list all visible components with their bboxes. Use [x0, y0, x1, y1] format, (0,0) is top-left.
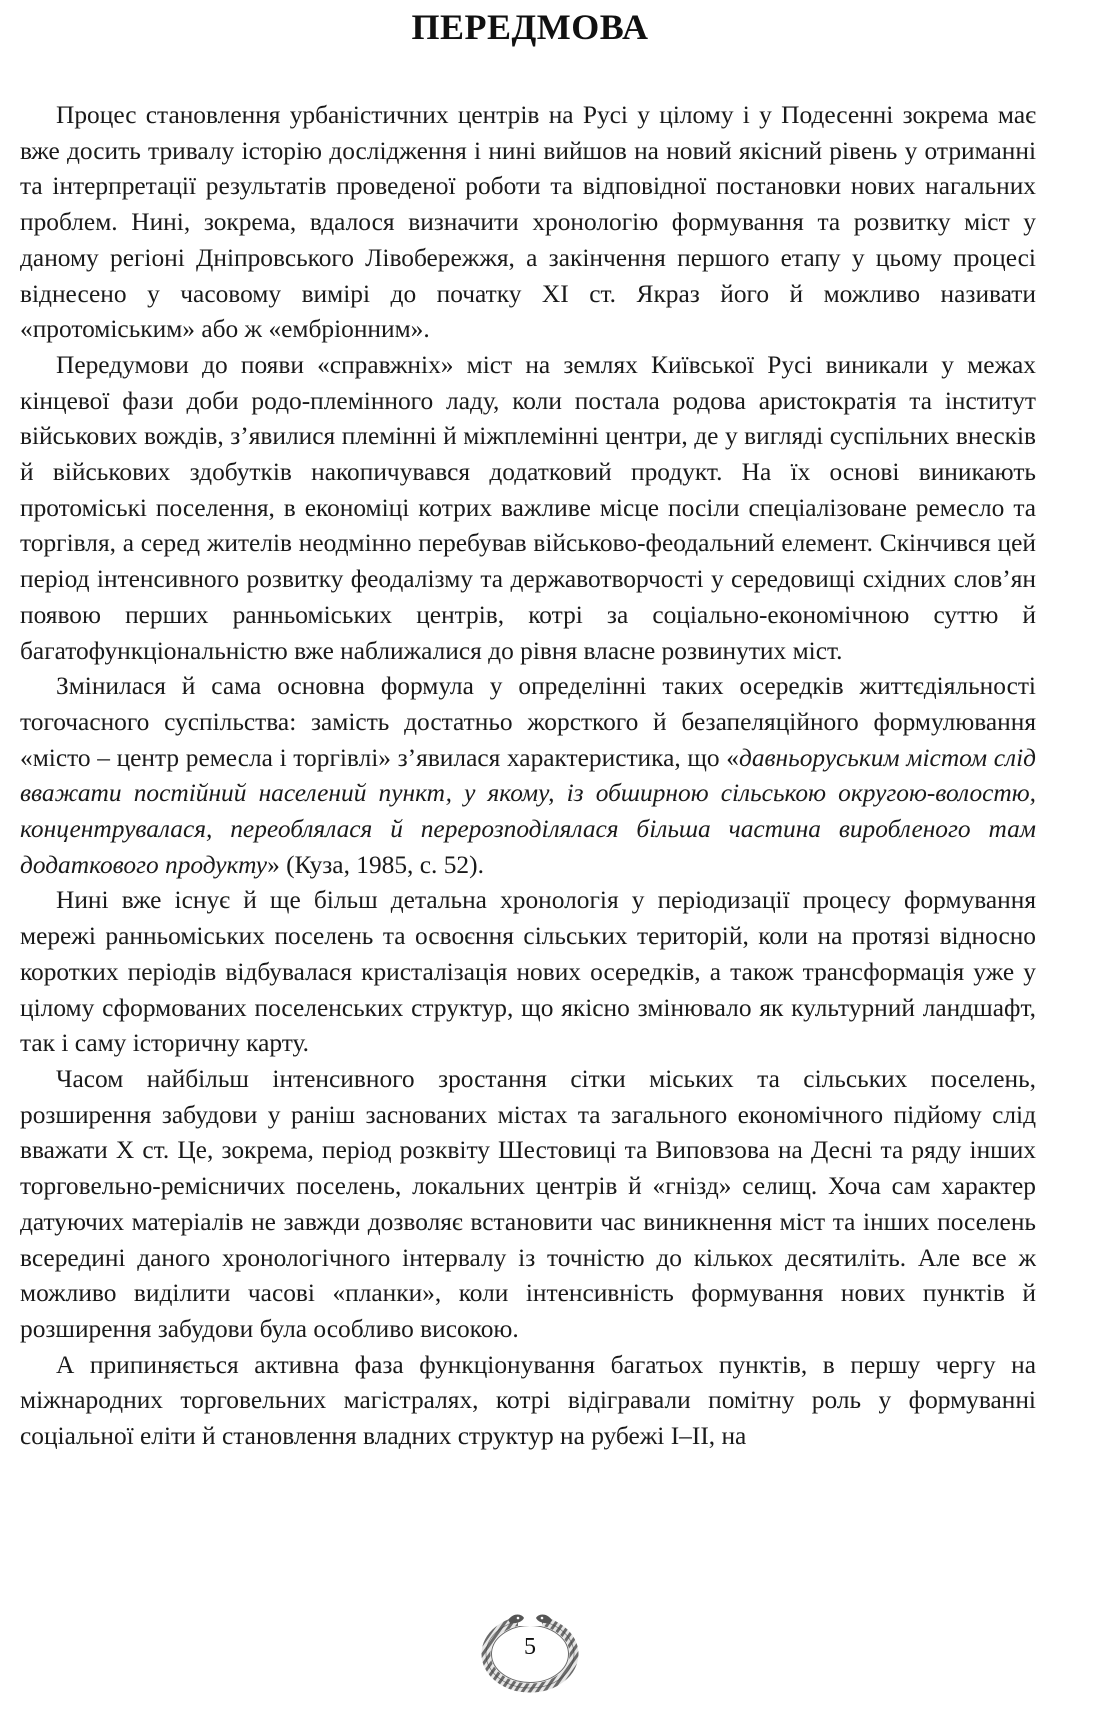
page-number: 5: [524, 1634, 536, 1660]
paragraph-3-quote: давньоруським містом слід вважати постійний населений пункт, у якому, із обширною сільською округою-волостю, концентрувалася, переоблялася й перерозподілялася більша частина виробленого там додаткового продукту: [20, 743, 1036, 879]
paragraph-6: [20, 1348, 1036, 1455]
paragraph-2-text: Передумови до появи «справжніх» міст на землях Київської Русі виникали у межах кінцевої фази доби родо-племінного ладу, коли постала родова аристократія та інститут військових вождів, з’явилися племінні й міжплемінні центри, де у вигляді суспільних внесків й військових здобутків накопичувався додатковий продукт. На їх основі виникають протоміські поселення, в економіці котрих важливе місце посіли спеціалізоване ремесло та торгівля, а серед жителів неодмінно перебував військово-феодальний елемент. Скінчився цей період інтенсивного розвитку феодалізму та державотворчості у середовищі східних слов’ян появою перших ранньоміських центрів, котрі за соціально-економічною суттю й багатофункціональністю вже наближалися до рівня власне розвинутих міст.: [20, 350, 1036, 665]
paragraph-1-text: Процес становлення урбаністичних центрів на Русі у цілому і у Подесенні зокрема має вже досить тривалу історію дослідження і нині вийшов на новий якісний рівень у отриманні та інтерпретації результатів проведеної роботи та відповідної постановки нових нагальних проблем. Нині, зокрема, вдалося визначити хронологію формування та розвитку міст у даному регіоні Дніпровського Лівобережжя, а закінчення першого етапу у цьому процесі віднесено у часовому вимірі до початку XI ст. Якраз його й можливо називати «протоміським» або ж «ембріонним».: [20, 101, 1036, 344]
paragraph-4-text: Нині вже існує й ще більш детальна хронологія у періодизації процесу формування мережі ранньоміських поселень та освоєння сільських територій, коли на протязі відносно коротких періодів відбувалася кристалізація нових осередків, а також трансформація уже у цілому сформованих поселенських структур, що якісно змінювало як культурний ландшафт, так і саму історичну карту.: [20, 886, 1036, 1058]
paragraph-5-text: Часом найбільш інтенсивного зростання сітки міських та сільських поселень, розширення забудови у раніш заснованих містах та загального економічного підйому слід вважати X ст. Це, зокрема, період розквіту Шестовиці та Виповзова на Десні та ряду інших торговельно-ремісничих поселень, локальних центрів й «гнізд» селищ. Хоча сам характер датуючих матеріалів не завжди дозволяє встановити час виникнення міст та інших поселень всередині даного хронологічного інтервалу із точністю до кількох десятиліть. Але все ж можливо виділити часові «планки», коли інтенсивність формування нових пунктів й розширення забудови була особливо високою.: [20, 1064, 1036, 1343]
body-text: [20, 98, 1036, 1455]
paragraph-2: [20, 348, 1036, 669]
paragraph-6-text: А припиняється активна фаза функціонування багатьох пунктів, в першу чергу на міжнародних торговельних магістралях, котрі відігравали помітну роль у формуванні соціальної еліти й становлення владних структур на рубежі I–II, на: [20, 1350, 1036, 1451]
page-footer: [0, 1600, 1060, 1700]
paragraph-5: [20, 1062, 1036, 1348]
paragraph-3-text: Змінилася й сама основна формула у определінні таких осередків життєдіяльності тогочасного суспільства: замість достатньо жорсткого й безапеляційного формулювання «місто – центр ремесла і торгівлі» з’явилася характеристика, що «: [20, 672, 1036, 772]
paragraph-3-citation: » (Куза, 1985, с. 52).: [267, 850, 484, 879]
page-title: ПЕРЕДМОВА: [411, 7, 649, 47]
paragraph-1: [20, 98, 1036, 348]
serpent-ring-ornament-icon: [478, 1606, 582, 1694]
paragraph-4: [20, 883, 1036, 1062]
paragraph-3: [20, 669, 1036, 883]
